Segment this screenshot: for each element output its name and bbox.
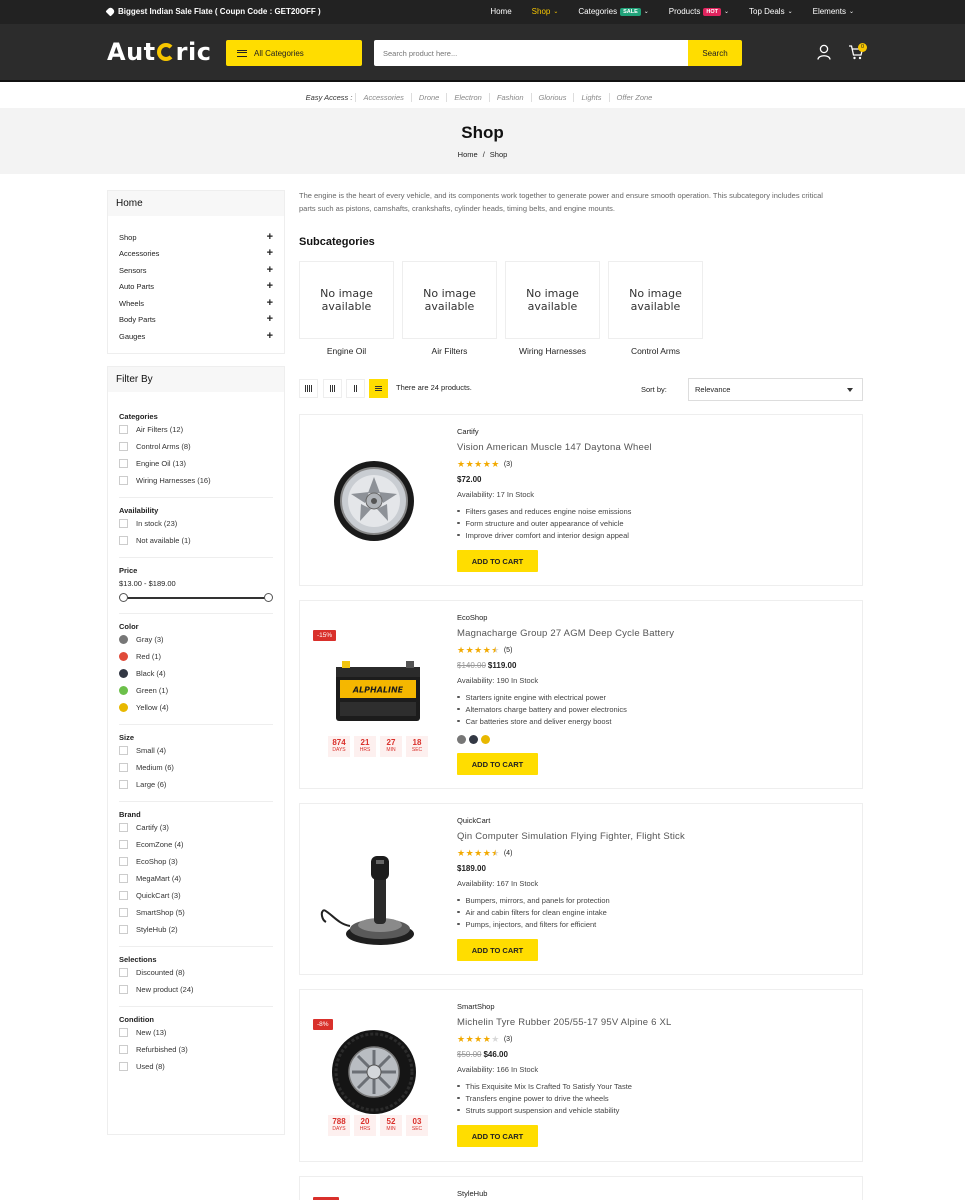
swatch-yellow[interactable] xyxy=(481,735,490,744)
nav-label: Elements xyxy=(812,7,846,16)
filter-option-label: Medium (6) xyxy=(136,763,174,772)
star-rating-icon: ★★★★★ xyxy=(457,459,500,469)
color-swatch[interactable] xyxy=(119,635,128,644)
color-swatch[interactable] xyxy=(119,703,128,712)
filter-option-label: MegaMart (4) xyxy=(136,874,182,883)
current-price: $119.00 xyxy=(487,661,517,670)
category-item-wheels[interactable] xyxy=(119,295,273,312)
filter-option-label: SmartShop (5) xyxy=(136,908,185,917)
checkbox[interactable] xyxy=(119,459,128,468)
all-categories-button[interactable] xyxy=(226,40,362,66)
filter-option[interactable] xyxy=(119,472,273,489)
filter-size xyxy=(108,725,284,793)
product-title[interactable]: Qin Computer Simulation Flying Fighter, Flight Stick xyxy=(457,831,685,842)
feature-item: Bumpers, mirrors, and panels for protection xyxy=(457,894,685,906)
checkbox[interactable] xyxy=(119,1028,128,1037)
filter-option-label: Discounted (8) xyxy=(136,968,185,977)
swatch-black[interactable] xyxy=(469,735,478,744)
filter-condition xyxy=(108,1007,284,1075)
nav-products[interactable] xyxy=(659,7,739,16)
breadcrumb xyxy=(0,150,965,159)
product-card xyxy=(299,803,863,975)
timer-value: 20 xyxy=(360,1117,370,1126)
sort-select[interactable] xyxy=(688,378,863,401)
easy-access-label: Easy Access : xyxy=(305,92,353,102)
no-image-placeholder[interactable]: No image available xyxy=(505,261,600,339)
filter-option[interactable] xyxy=(119,870,273,887)
countdown-timer xyxy=(328,736,428,757)
category-label: Wheels xyxy=(119,298,145,308)
product-brand[interactable]: EcoShop xyxy=(457,613,488,622)
filter-option[interactable] xyxy=(119,904,273,921)
nav-shop[interactable] xyxy=(522,7,569,16)
product-availability: Availability: 166 In Stock xyxy=(457,1065,539,1074)
chevron-down-icon: ⌄ xyxy=(723,9,729,15)
filter-option-label: Yellow (4) xyxy=(136,703,169,712)
logo-text: ric xyxy=(175,38,212,66)
slider-min-handle[interactable] xyxy=(119,593,128,602)
feature-item: This Exquisite Mix Is Crafted To Satisfy Your Taste xyxy=(457,1080,671,1092)
logo-text: Aut xyxy=(107,38,156,66)
checkbox[interactable] xyxy=(119,857,128,866)
checkbox[interactable] xyxy=(119,476,128,485)
promo-banner xyxy=(107,7,321,16)
category-tree-title[interactable]: Home xyxy=(108,191,284,216)
old-price: $140.00 xyxy=(457,661,486,670)
swatch-gray[interactable] xyxy=(457,735,466,744)
filter-option[interactable] xyxy=(119,964,273,981)
checkbox[interactable] xyxy=(119,442,128,451)
nav-label: Top Deals xyxy=(749,7,785,16)
checkbox[interactable] xyxy=(119,1062,128,1071)
checkbox[interactable] xyxy=(119,1045,128,1054)
filter-section-title: Categories xyxy=(119,412,158,421)
timer-value: 874 xyxy=(332,738,346,747)
filter-option-label: Used (8) xyxy=(136,1062,165,1071)
product-rating xyxy=(457,459,652,470)
filter-panel xyxy=(107,366,285,1135)
category-label: Shop xyxy=(119,232,137,242)
all-categories-label: All Categories xyxy=(254,48,304,58)
timer-unit: DAYS xyxy=(332,1126,346,1132)
filter-option-label: Air Filters (12) xyxy=(136,425,184,434)
old-price: $50.00 xyxy=(457,1050,482,1059)
filter-option-label: Wiring Harnesses (16) xyxy=(136,476,211,485)
slider-track xyxy=(123,597,269,599)
filter-option-label: EcomZone (4) xyxy=(136,840,184,849)
nav-top-deals[interactable] xyxy=(739,7,803,16)
nav-home[interactable] xyxy=(480,7,521,16)
timer-hours xyxy=(354,736,376,757)
checkbox[interactable] xyxy=(119,780,128,789)
plus-icon[interactable]: + xyxy=(266,263,273,276)
category-item-shop[interactable] xyxy=(119,229,273,246)
timer-value: 52 xyxy=(386,1117,396,1126)
product-title[interactable]: Vision American Muscle 147 Daytona Wheel xyxy=(457,442,652,453)
site-logo[interactable] xyxy=(107,38,211,66)
grid-4-view-button[interactable] xyxy=(299,379,318,398)
product-image-wheel[interactable] xyxy=(310,437,438,565)
filter-option-label: Red (1) xyxy=(136,652,162,661)
product-image-tyre[interactable] xyxy=(310,1028,438,1118)
product-price xyxy=(457,661,674,670)
nav-label: Home xyxy=(490,7,512,16)
timer-minutes xyxy=(380,736,402,757)
product-rating xyxy=(457,1034,671,1045)
color-option-gray[interactable] xyxy=(119,631,273,648)
category-item-sensors[interactable] xyxy=(119,262,273,279)
breadcrumb-separator: / xyxy=(482,150,485,159)
filter-option[interactable] xyxy=(119,836,273,853)
color-option-yellow[interactable] xyxy=(119,699,273,716)
filter-option[interactable] xyxy=(119,887,273,904)
filter-option-label: Large (6) xyxy=(136,780,167,789)
product-card xyxy=(299,600,863,789)
nav-label: Shop xyxy=(531,7,551,16)
product-availability: Availability: 167 In Stock xyxy=(457,879,539,888)
product-image-flight-stick[interactable] xyxy=(310,834,438,962)
review-count: (5) xyxy=(503,647,513,654)
product-price xyxy=(457,864,685,873)
filter-section-title: Brand xyxy=(119,810,141,819)
grid-2-view-button[interactable] xyxy=(346,379,365,398)
checkbox[interactable] xyxy=(119,874,128,883)
timer-unit: MIN xyxy=(386,1126,396,1132)
feature-item: Improve driver comfort and interior design appeal xyxy=(457,529,652,541)
feature-item: Starters ignite engine with electrical power xyxy=(457,691,674,703)
timer-unit: HRS xyxy=(359,747,371,753)
nav-elements[interactable] xyxy=(803,7,864,16)
filter-section-title: Selections xyxy=(119,955,157,964)
product-title[interactable]: Magnacharge Group 27 AGM Deep Cycle Battery xyxy=(457,628,675,639)
filter-option-label: New product (24) xyxy=(136,985,194,994)
filter-option[interactable] xyxy=(119,1041,273,1058)
timer-value: 27 xyxy=(386,738,396,747)
price-slider[interactable] xyxy=(119,591,273,605)
price-range-value: $13.00 - $189.00 xyxy=(119,578,176,588)
list-view-button[interactable] xyxy=(369,379,388,398)
filter-brand xyxy=(108,802,284,938)
subcategory-air-filters[interactable] xyxy=(402,261,497,356)
subcategory-label[interactable]: Wiring Harnesses xyxy=(518,346,587,356)
feature-item: Pumps, injectors, and filters for efficient xyxy=(457,918,685,930)
filter-option-label: Gray (3) xyxy=(136,635,164,644)
timer-unit: DAYS xyxy=(332,747,346,753)
tag-icon xyxy=(106,7,116,17)
checkbox[interactable] xyxy=(119,746,128,755)
subcategory-label[interactable]: Air Filters xyxy=(431,346,468,356)
product-image-battery[interactable] xyxy=(310,647,438,737)
star-rating-icon: ★★★★★ xyxy=(457,1034,500,1044)
top-bar xyxy=(0,0,965,24)
timer-value: 18 xyxy=(412,738,422,747)
filter-option-label: New (13) xyxy=(136,1028,167,1037)
sort-value: Relevance xyxy=(695,385,731,394)
filter-section-title: Price xyxy=(119,566,138,575)
checkbox[interactable] xyxy=(119,425,128,434)
plus-icon[interactable]: + xyxy=(266,247,273,260)
product-card xyxy=(299,989,863,1162)
filter-section-title: Size xyxy=(119,733,135,742)
product-count: There are 24 products. xyxy=(396,383,472,392)
menu-icon xyxy=(237,50,247,57)
chevron-down-icon: ⌄ xyxy=(787,9,793,15)
category-label: Auto Parts xyxy=(119,282,155,292)
breadcrumb-current: Shop xyxy=(489,150,508,159)
chevron-down-icon: ⌄ xyxy=(553,9,559,15)
product-card xyxy=(299,1176,863,1200)
timer-seconds xyxy=(406,1115,428,1136)
search-input[interactable] xyxy=(374,40,688,66)
product-rating xyxy=(457,645,674,656)
product-brand[interactable]: Cartify xyxy=(457,427,479,436)
filter-option[interactable] xyxy=(119,438,273,455)
add-to-cart-button[interactable]: ADD TO CART xyxy=(457,1125,538,1147)
plus-icon[interactable]: + xyxy=(266,329,273,342)
timer-unit: MIN xyxy=(386,747,396,753)
add-to-cart-button[interactable]: ADD TO CART xyxy=(457,550,538,572)
star-rating-icon: ★★★★★ xyxy=(457,848,500,858)
filter-option[interactable] xyxy=(119,532,273,549)
chevron-down-icon: ⌄ xyxy=(643,9,649,15)
plus-icon[interactable]: + xyxy=(266,230,273,243)
filter-option[interactable] xyxy=(119,421,273,438)
product-brand[interactable]: QuickCart xyxy=(457,816,491,825)
checkbox[interactable] xyxy=(119,823,128,832)
category-item-body-parts[interactable] xyxy=(119,312,273,329)
subcategory-label[interactable]: Control Arms xyxy=(630,346,681,356)
filter-option[interactable] xyxy=(119,759,273,776)
timer-days xyxy=(328,736,350,757)
subcategory-control-arms[interactable] xyxy=(608,261,703,356)
no-image-placeholder[interactable]: No image available xyxy=(608,261,703,339)
filter-option-label: Not available (1) xyxy=(136,536,191,545)
easy-link-lights[interactable]: Lights xyxy=(573,93,608,102)
user-icon[interactable] xyxy=(817,44,831,60)
page-title: Shop xyxy=(461,123,504,142)
filter-option-label: StyleHub (2) xyxy=(136,925,178,934)
easy-link-fashion[interactable]: Fashion xyxy=(489,93,531,102)
plus-icon[interactable]: + xyxy=(266,296,273,309)
easy-link-electron[interactable]: Electron xyxy=(446,93,489,102)
color-swatches xyxy=(457,735,674,744)
feature-item: Form structure and outer appearance of vehicle xyxy=(457,517,652,529)
category-label: Gauges xyxy=(119,331,146,341)
promo-text: Biggest Indian Sale Flate ( Coupn Code : GET20OFF ) xyxy=(118,7,321,16)
checkbox[interactable] xyxy=(119,968,128,977)
product-title[interactable]: Michelin Tyre Rubber 205/55-17 95V Alpine 6 XL xyxy=(457,1017,672,1028)
color-option-red[interactable] xyxy=(119,648,273,665)
checkbox[interactable] xyxy=(119,985,128,994)
gear-icon xyxy=(157,43,175,61)
subcategory-list xyxy=(299,261,703,356)
chevron-down-icon: ⌄ xyxy=(848,9,854,15)
top-nav xyxy=(480,7,864,16)
color-swatch[interactable] xyxy=(119,686,128,695)
sort-label: Sort by: xyxy=(641,385,667,394)
color-swatch[interactable] xyxy=(119,652,128,661)
battery-brand-label: ALPHALINE xyxy=(352,685,404,695)
filter-option[interactable] xyxy=(119,981,273,998)
subcategory-wiring-harnesses[interactable] xyxy=(505,261,600,356)
filter-selections xyxy=(108,947,284,998)
checkbox[interactable] xyxy=(119,763,128,772)
category-item-auto-parts[interactable] xyxy=(119,279,273,296)
product-toolbar xyxy=(299,378,863,400)
color-option-green[interactable] xyxy=(119,682,273,699)
filter-option-label: EcoShop (3) xyxy=(136,857,178,866)
easy-link-offer-zone[interactable]: Offer Zone xyxy=(609,93,660,102)
subcategory-label[interactable]: Engine Oil xyxy=(326,346,367,356)
timer-value: 21 xyxy=(360,738,370,747)
main-header xyxy=(0,24,965,82)
filter-option-label: Cartify (3) xyxy=(136,823,169,832)
nav-categories[interactable] xyxy=(568,7,658,16)
timer-unit: HRS xyxy=(359,1126,371,1132)
filter-option[interactable] xyxy=(119,853,273,870)
product-price xyxy=(457,475,652,484)
checkbox[interactable] xyxy=(119,908,128,917)
grid-3-view-button[interactable] xyxy=(323,379,342,398)
search-button[interactable]: Search xyxy=(688,40,742,66)
filter-option[interactable] xyxy=(119,921,273,938)
discount-badge: -15% xyxy=(313,630,336,641)
filter-section-title: Availability xyxy=(119,506,159,515)
filter-title: Filter By xyxy=(108,367,284,392)
product-price xyxy=(457,1050,671,1059)
checkbox[interactable] xyxy=(119,925,128,934)
checkbox[interactable] xyxy=(119,891,128,900)
filter-availability xyxy=(108,498,284,549)
product-features xyxy=(457,894,685,930)
filter-price xyxy=(108,558,284,605)
sale-badge: SALE xyxy=(620,8,641,16)
filter-option[interactable] xyxy=(119,1058,273,1075)
category-description: The engine is the heart of every vehicle, and its components work together to generate power and ensure smooth operation. This subcategory includes critical parts such as pistons, camshafts, crankshafts, cylinder heads, timing belts, and engine mounts. xyxy=(299,191,823,213)
timer-unit: SEC xyxy=(411,747,423,753)
nav-label: Categories xyxy=(578,7,618,16)
review-count: (3) xyxy=(503,461,513,468)
cart-count-badge: 0 xyxy=(858,43,867,52)
filter-section-title: Color xyxy=(119,622,139,631)
subcategory-engine-oil[interactable] xyxy=(299,261,394,356)
color-option-black[interactable] xyxy=(119,665,273,682)
filter-section-title: Condition xyxy=(119,1015,154,1024)
feature-item: Struts support suspension and vehicle stability xyxy=(457,1104,671,1116)
filter-option[interactable] xyxy=(119,742,273,759)
filter-option[interactable] xyxy=(119,455,273,472)
current-price: $72.00 xyxy=(457,475,482,484)
timer-days xyxy=(328,1115,350,1136)
category-label: Accessories xyxy=(119,249,160,259)
filter-option[interactable] xyxy=(119,1024,273,1041)
filter-option-label: Refurbished (3) xyxy=(136,1045,188,1054)
easy-link-glorious[interactable]: Glorious xyxy=(531,93,574,102)
filter-color xyxy=(108,614,284,716)
breadcrumb-home[interactable]: Home xyxy=(457,150,478,159)
timer-seconds xyxy=(406,736,428,757)
page-banner xyxy=(0,108,965,174)
filter-option-label: Engine Oil (13) xyxy=(136,459,187,468)
color-swatch[interactable] xyxy=(119,669,128,678)
add-to-cart-button[interactable]: ADD TO CART xyxy=(457,753,538,775)
plus-icon[interactable]: + xyxy=(266,313,273,326)
product-features xyxy=(457,505,652,541)
timer-value: 03 xyxy=(412,1117,422,1126)
plus-icon[interactable]: + xyxy=(266,280,273,293)
timer-unit: SEC xyxy=(411,1126,423,1132)
filter-option[interactable] xyxy=(119,776,273,793)
slider-max-handle[interactable] xyxy=(264,593,273,602)
current-price: $46.00 xyxy=(483,1050,508,1059)
product-availability: Availability: 190 In Stock xyxy=(457,676,539,685)
filter-option-label: Green (1) xyxy=(136,686,169,695)
discount-badge: -8% xyxy=(313,1019,333,1030)
feature-item: Filters gases and reduces engine noise emissions xyxy=(457,505,652,517)
checkbox[interactable] xyxy=(119,840,128,849)
category-item-gauges[interactable] xyxy=(119,328,273,345)
caret-down-icon xyxy=(847,388,853,392)
filter-option-label: QuickCart (3) xyxy=(136,891,181,900)
filter-option[interactable] xyxy=(119,515,273,532)
product-features xyxy=(457,691,674,727)
nav-label: Products xyxy=(668,7,701,16)
easy-access-bar xyxy=(0,87,965,107)
category-tree xyxy=(107,190,285,354)
product-brand[interactable]: StyleHub xyxy=(457,1189,488,1198)
product-brand[interactable]: SmartShop xyxy=(457,1002,495,1011)
feature-item: Alternators charge battery and power electronics xyxy=(457,703,674,715)
filter-option-label: Control Arms (8) xyxy=(136,442,191,451)
feature-item: Air and cabin filters for clean engine intake xyxy=(457,906,685,918)
filter-option[interactable] xyxy=(119,819,273,836)
easy-link-accessories[interactable]: Accessories xyxy=(355,93,410,102)
add-to-cart-button[interactable]: ADD TO CART xyxy=(457,939,538,961)
checkbox[interactable] xyxy=(119,519,128,528)
filter-option-label: Black (4) xyxy=(136,669,166,678)
no-image-placeholder[interactable]: No image available xyxy=(402,261,497,339)
review-count: (4) xyxy=(503,850,513,857)
feature-item: Transfers engine power to drive the wheels xyxy=(457,1092,671,1104)
filter-option-label: Small (4) xyxy=(136,746,167,755)
timer-value: 788 xyxy=(332,1117,346,1126)
product-card xyxy=(299,414,863,586)
current-price: $189.00 xyxy=(457,864,486,873)
review-count: (3) xyxy=(503,1036,513,1043)
product-features xyxy=(457,1080,671,1116)
checkbox[interactable] xyxy=(119,536,128,545)
category-label: Body Parts xyxy=(119,315,156,325)
subcategories-title: Subcategories xyxy=(299,236,375,248)
no-image-placeholder[interactable]: No image available xyxy=(299,261,394,339)
filter-categories xyxy=(108,404,284,489)
timer-hours xyxy=(354,1115,376,1136)
countdown-timer xyxy=(328,1115,428,1136)
product-rating xyxy=(457,848,685,859)
timer-minutes xyxy=(380,1115,402,1136)
category-label: Sensors xyxy=(119,265,147,275)
feature-item: Car batteries store and deliver energy boost xyxy=(457,715,674,727)
hot-badge: HOT xyxy=(703,8,721,16)
filter-option-label: In stock (23) xyxy=(136,519,178,528)
category-item-accessories[interactable] xyxy=(119,246,273,263)
star-rating-icon: ★★★★★ xyxy=(457,645,500,655)
easy-link-drone[interactable]: Drone xyxy=(411,93,446,102)
product-availability: Availability: 17 In Stock xyxy=(457,490,534,499)
